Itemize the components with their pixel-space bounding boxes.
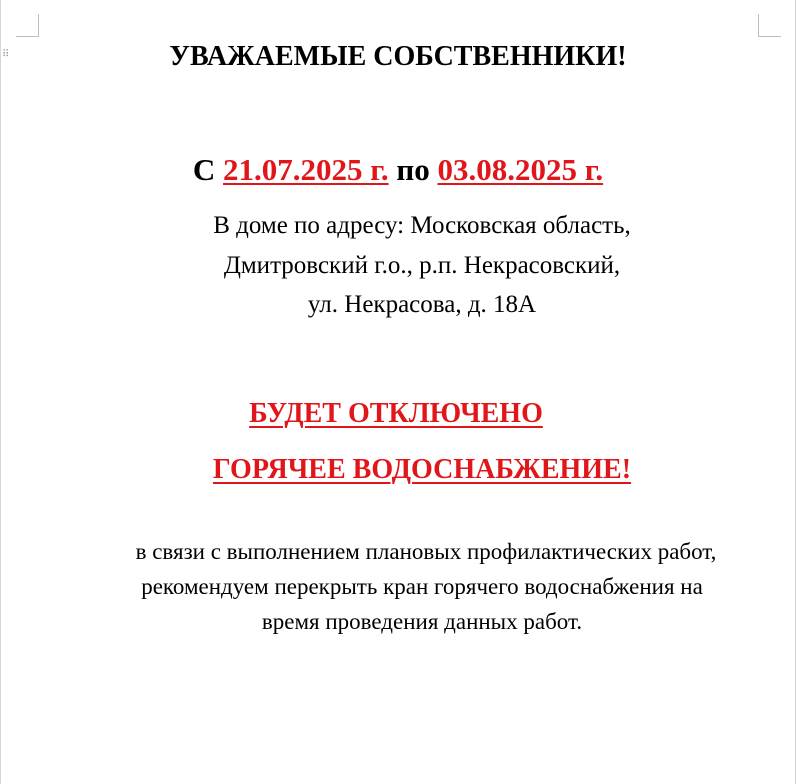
body-line-2: рекомендуем перекрыть кран горячего водоснабжения на	[141, 574, 703, 599]
body-line-1: в связи с выполнением плановых профилактических работ,	[135, 539, 717, 564]
address-line-1: В доме по адресу: Московская область,	[213, 212, 631, 239]
page-left-edge	[0, 0, 1, 784]
warning-line-1	[0, 397, 794, 431]
address-line-2: Дмитровский г.о., р.п. Некрасовский,	[223, 252, 621, 279]
date-prefix: С	[192, 152, 224, 187]
start-date: 21.07.2025 г.	[223, 152, 389, 187]
body-line-3: время проведения данных работ.	[261, 609, 583, 634]
warning-text-1: БУДЕТ ОТКЛЮЧЕНО	[249, 398, 543, 429]
top-right-margin-mark	[758, 14, 781, 37]
warning-text-2: ГОРЯЧЕЕ ВОДОСНАБЖЕНИЕ!	[212, 454, 632, 485]
end-date: 03.08.2025 г.	[437, 152, 604, 187]
move-handle-icon[interactable]: ⠿	[2, 49, 9, 60]
outage-period	[0, 151, 796, 189]
warning-line-2	[24, 453, 796, 487]
notice-heading: УВАЖАЕМЫЕ СОБСТВЕННИКИ!	[169, 41, 627, 72]
date-connector: по	[388, 152, 438, 187]
address-line-3: ул. Некрасова, д. 18А	[307, 291, 537, 318]
top-left-margin-mark	[16, 14, 39, 37]
